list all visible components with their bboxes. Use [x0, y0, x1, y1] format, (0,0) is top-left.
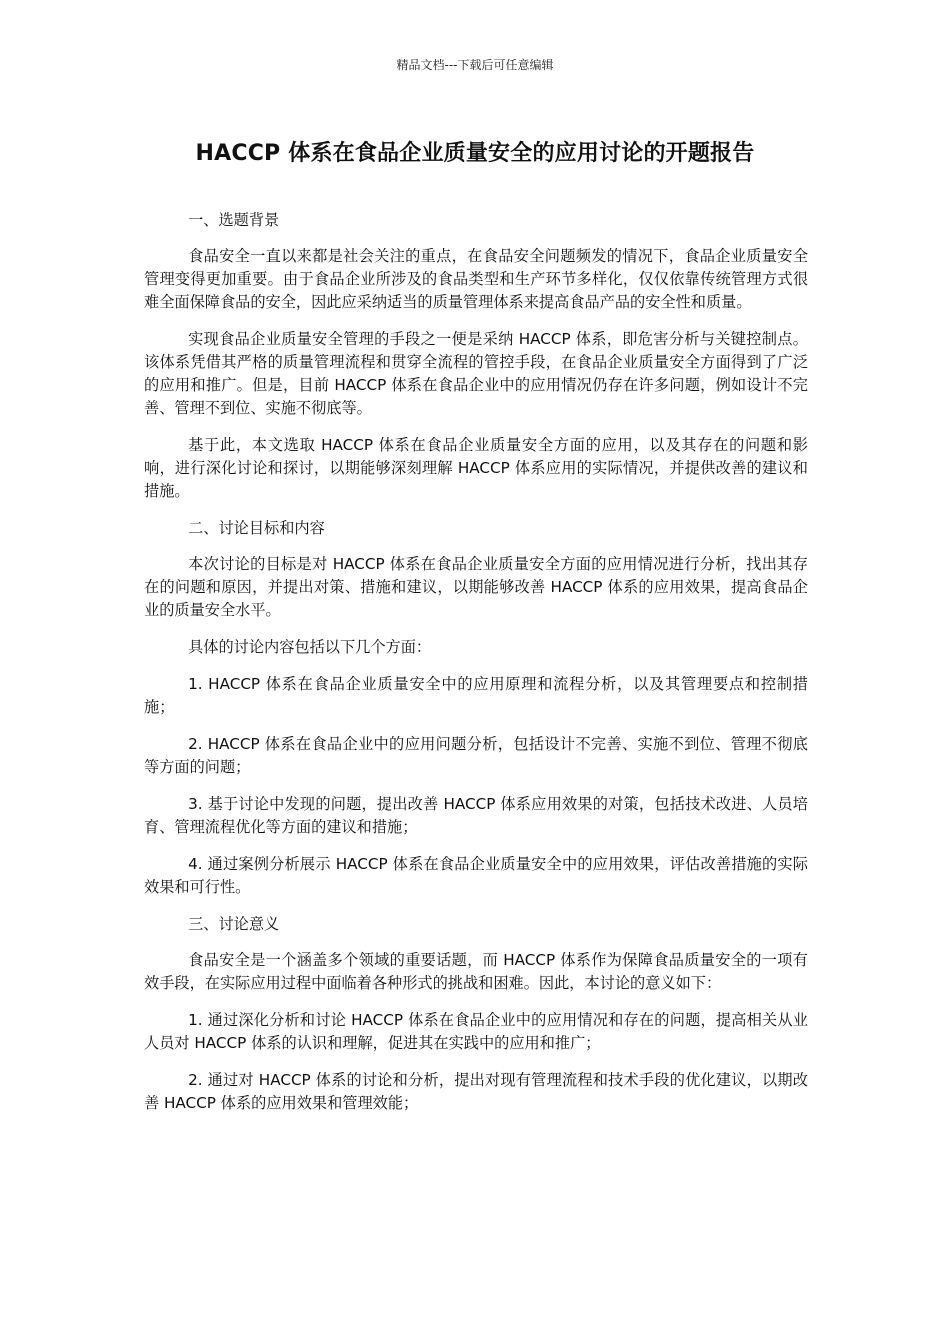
list-item: 1. HACCP 体系在食品企业质量安全中的应用原理和流程分析，以及其管理要点和控制措施；: [144, 675, 808, 716]
paragraph: 基于此，本文选取 HACCP 体系在食品企业质量安全方面的应用，以及其存在的问题和影响，进行深化讨论和探讨，以期能够深刻理解 HACCP 体系应用的实际情况，并提供改善的建议和措施。: [144, 436, 808, 500]
section-significance: [144, 913, 808, 1115]
section-heading: 一、选题背景: [188, 211, 280, 229]
paragraph: 具体的讨论内容包括以下几个方面：: [188, 638, 432, 656]
list-item: 2. 通过对 HACCP 体系的讨论和分析，提出对现有管理流程和技术手段的优化建议，以期改善 HACCP 体系的应用效果和管理效能；: [144, 1071, 808, 1112]
paragraph: 本次讨论的目标是对 HACCP 体系在食品企业质量安全方面的应用情况进行分析，找出其存在的问题和原因，并提出对策、措施和建议，以期能够改善 HACCP 体系的应用效果，提高食品企业的质量安全水平。: [144, 555, 808, 619]
paragraph: 实现食品企业质量安全管理的手段之一便是采纳 HACCP 体系，即危害分析与关键控制点。该体系凭借其严格的质量管理流程和贯穿全流程的管控手段，在食品企业质量安全方面得到了广泛的应用和推广。但是，目前 HACCP 体系在食品企业中的应用情况仍存在许多问题，例如设计不完善、管理不到位、实施不彻底等。: [144, 330, 808, 417]
document-title: HACCP 体系在食品企业质量安全的应用讨论的开题报告: [195, 141, 755, 166]
section-heading: 二、讨论目标和内容: [188, 519, 325, 537]
paragraph: 食品安全是一个涵盖多个领域的重要话题，而 HACCP 体系作为保障食品质量安全的一项有效手段，在实际应用过程中面临着各种形式的挑战和困难。因此，本讨论的意义如下：: [144, 951, 808, 992]
list-item: 2. HACCP 体系在食品企业中的应用问题分析，包括设计不完善、实施不到位、管理不彻底等方面的问题；: [144, 735, 808, 776]
list-item: 1. 通过深化分析和讨论 HACCP 体系在食品企业中的应用情况和存在的问题，提高相关从业人员对 HACCP 体系的认识和理解，促进其在实践中的应用和推广；: [144, 1011, 808, 1052]
section-heading: 三、讨论意义: [188, 915, 280, 933]
section-goals: [144, 517, 808, 899]
paragraph: 食品安全一直以来都是社会关注的重点，在食品安全问题频发的情况下，食品企业质量安全管理变得更加重要。由于食品企业所涉及的食品类型和生产环节多样化，仅仅依靠传统管理方式很难全面保障食品的安全，因此应采纳适当的质量管理体系来提高食品产品的安全性和质量。: [144, 247, 808, 311]
page-header: 精品文档---下载后可任意编辑: [396, 58, 554, 72]
list-item: 3. 基于讨论中发现的问题，提出改善 HACCP 体系应用效果的对策，包括技术改进、人员培育、管理流程优化等方面的建议和措施；: [144, 795, 808, 836]
document-body: [144, 209, 808, 1129]
section-background: [144, 209, 808, 503]
list-item: 4. 通过案例分析展示 HACCP 体系在食品企业质量安全中的应用效果，评估改善措施的实际效果和可行性。: [144, 855, 808, 896]
